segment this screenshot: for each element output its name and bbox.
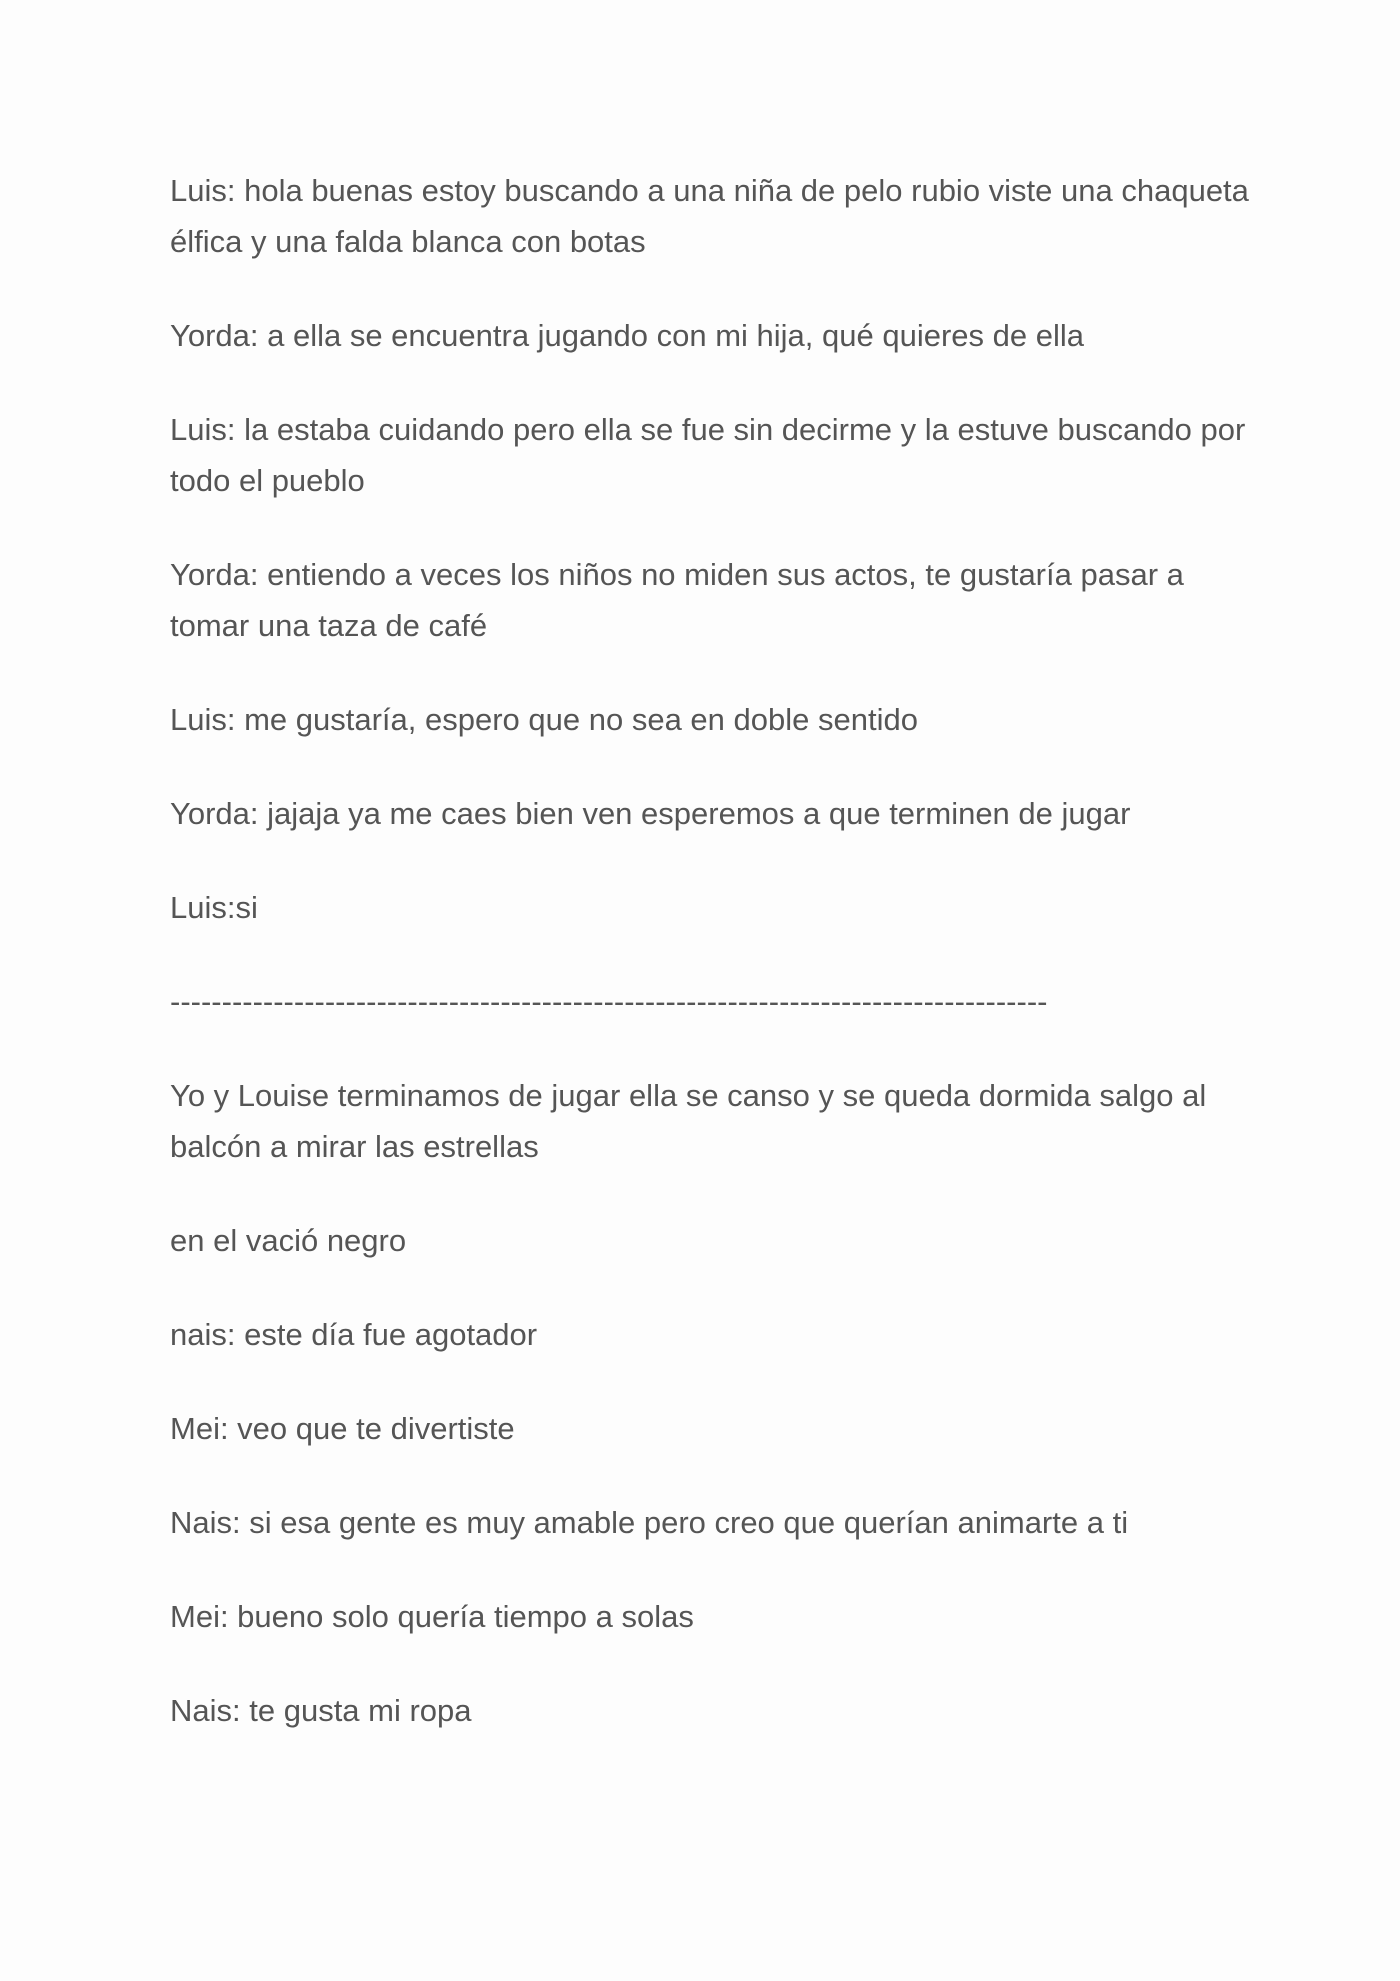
dialogue-line-luis-2: Luis: la estaba cuidando pero ella se fue sin decirme y la estuve buscando por todo el pueblo [170,412,1246,498]
dialogue-line-nais-3: Nais: te gusta mi ropa [170,1693,472,1728]
narration-paragraph: Yo y Louise terminamos de jugar ella se canso y se queda dormida salgo al balcón a mirar las estrellas [170,1078,1207,1164]
dialogue-line-luis-1: Luis: hola buenas estoy buscando a una niña de pelo rubio viste una chaqueta élfica y una falda blanca con botas [170,173,1249,259]
dialogue-line-luis-4: Luis:si [170,890,258,925]
narration-line: en el vació negro [170,1223,407,1258]
section-divider: ------------------------------------------------------------------------------------- [170,984,1048,1019]
dialogue-line-mei-1: Mei: veo que te divertiste [170,1411,515,1446]
document-page [170,165,1260,1779]
dialogue-line-yorda-3: Yorda: jajaja ya me caes bien ven esperemos a que terminen de jugar [170,796,1131,831]
dialogue-line-yorda-2: Yorda: entiendo a veces los niños no miden sus actos, te gustaría pasar a tomar una taza de café [170,557,1184,643]
dialogue-line-nais-2: Nais: si esa gente es muy amable pero creo que querían animarte a ti [170,1505,1129,1540]
dialogue-line-mei-2: Mei: bueno solo quería tiempo a solas [170,1599,694,1634]
dialogue-line-nais-1: nais: este día fue agotador [170,1317,538,1352]
dialogue-line-luis-3: Luis: me gustaría, espero que no sea en doble sentido [170,702,918,737]
dialogue-line-yorda-1: Yorda: a ella se encuentra jugando con mi hija, qué quieres de ella [170,318,1084,353]
